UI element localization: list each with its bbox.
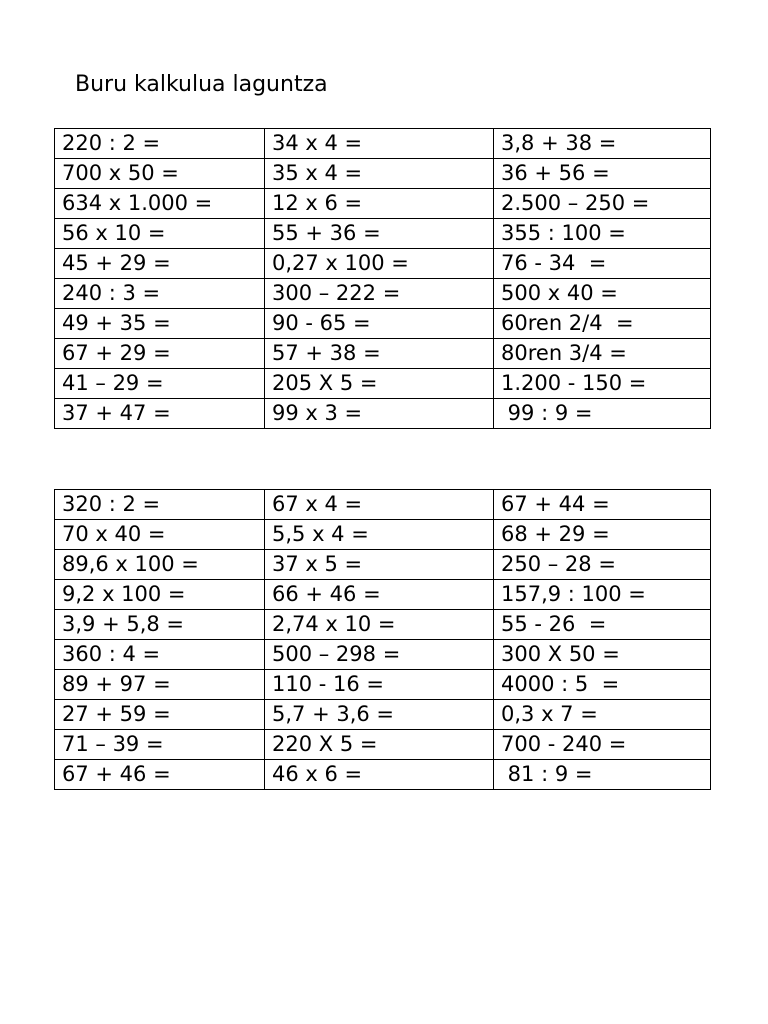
exercise-cell: 5,5 x 4 = <box>265 520 494 550</box>
exercise-cell: 35 x 4 = <box>265 159 494 189</box>
exercise-cell: 34 x 4 = <box>265 129 494 159</box>
exercise-cell: 71 – 39 = <box>55 730 265 760</box>
exercise-cell: 76 - 34 = <box>494 249 711 279</box>
exercise-cell: 5,7 + 3,6 = <box>265 700 494 730</box>
table-row <box>55 490 711 520</box>
exercise-cell: 360 : 4 = <box>55 640 265 670</box>
table-row <box>55 219 711 249</box>
exercise-cell: 27 + 59 = <box>55 700 265 730</box>
exercise-cell: 220 : 2 = <box>55 129 265 159</box>
table-row <box>55 760 711 790</box>
table-row <box>55 730 711 760</box>
table-row <box>55 159 711 189</box>
table-row <box>55 369 711 399</box>
table-row <box>55 249 711 279</box>
exercise-cell: 240 : 3 = <box>55 279 265 309</box>
exercise-cell: 250 – 28 = <box>494 550 711 580</box>
exercise-cell: 70 x 40 = <box>55 520 265 550</box>
exercise-cell: 37 + 47 = <box>55 399 265 429</box>
exercise-cell: 205 X 5 = <box>265 369 494 399</box>
exercise-cell: 634 x 1.000 = <box>55 189 265 219</box>
exercise-cell: 89,6 x 100 = <box>55 550 265 580</box>
exercise-cell: 9,2 x 100 = <box>55 580 265 610</box>
exercise-cell: 500 x 40 = <box>494 279 711 309</box>
exercise-cell: 55 - 26 = <box>494 610 711 640</box>
exercise-cell: 66 + 46 = <box>265 580 494 610</box>
exercise-cell: 49 + 35 = <box>55 309 265 339</box>
exercise-cell: 67 + 29 = <box>55 339 265 369</box>
exercise-cell: 45 + 29 = <box>55 249 265 279</box>
exercise-cell: 12 x 6 = <box>265 189 494 219</box>
exercise-cell: 0,3 x 7 = <box>494 700 711 730</box>
table-row <box>55 580 711 610</box>
exercise-cell: 89 + 97 = <box>55 670 265 700</box>
exercise-cell: 500 – 298 = <box>265 640 494 670</box>
table-row <box>55 279 711 309</box>
exercise-cell: 37 x 5 = <box>265 550 494 580</box>
exercise-cell: 67 + 44 = <box>494 490 711 520</box>
exercise-cell: 68 + 29 = <box>494 520 711 550</box>
exercise-cell: 700 x 50 = <box>55 159 265 189</box>
exercise-cell: 99 : 9 = <box>494 399 711 429</box>
page-title: Buru kalkulua laguntza <box>75 72 328 97</box>
table-row <box>55 610 711 640</box>
exercise-cell: 67 x 4 = <box>265 490 494 520</box>
exercise-cell: 320 : 2 = <box>55 490 265 520</box>
exercise-cell: 67 + 46 = <box>55 760 265 790</box>
exercise-cell: 2.500 – 250 = <box>494 189 711 219</box>
exercise-cell: 46 x 6 = <box>265 760 494 790</box>
table-row <box>55 520 711 550</box>
exercise-table-body <box>55 129 711 429</box>
table-row <box>55 309 711 339</box>
exercise-table-1 <box>54 128 711 429</box>
exercise-cell: 81 : 9 = <box>494 760 711 790</box>
table-row <box>55 399 711 429</box>
exercise-cell: 300 X 50 = <box>494 640 711 670</box>
exercise-cell: 300 – 222 = <box>265 279 494 309</box>
exercise-cell: 3,8 + 38 = <box>494 129 711 159</box>
exercise-cell: 110 - 16 = <box>265 670 494 700</box>
table-row <box>55 670 711 700</box>
exercise-cell: 700 - 240 = <box>494 730 711 760</box>
exercise-cell: 57 + 38 = <box>265 339 494 369</box>
table-row <box>55 550 711 580</box>
table-row <box>55 129 711 159</box>
exercise-cell: 220 X 5 = <box>265 730 494 760</box>
exercise-cell: 80ren 3/4 = <box>494 339 711 369</box>
exercise-cell: 2,74 x 10 = <box>265 610 494 640</box>
exercise-cell: 4000 : 5 = <box>494 670 711 700</box>
exercise-cell: 1.200 - 150 = <box>494 369 711 399</box>
exercise-cell: 0,27 x 100 = <box>265 249 494 279</box>
exercise-cell: 90 - 65 = <box>265 309 494 339</box>
table-row <box>55 339 711 369</box>
exercise-cell: 3,9 + 5,8 = <box>55 610 265 640</box>
table-row <box>55 640 711 670</box>
exercise-cell: 355 : 100 = <box>494 219 711 249</box>
exercise-cell: 56 x 10 = <box>55 219 265 249</box>
exercise-cell: 55 + 36 = <box>265 219 494 249</box>
exercise-table-body <box>55 490 711 790</box>
table-row <box>55 700 711 730</box>
exercise-cell: 41 – 29 = <box>55 369 265 399</box>
exercise-table-2 <box>54 489 711 790</box>
exercise-cell: 36 + 56 = <box>494 159 711 189</box>
exercise-cell: 60ren 2/4 = <box>494 309 711 339</box>
table-row <box>55 189 711 219</box>
exercise-cell: 99 x 3 = <box>265 399 494 429</box>
exercise-cell: 157,9 : 100 = <box>494 580 711 610</box>
